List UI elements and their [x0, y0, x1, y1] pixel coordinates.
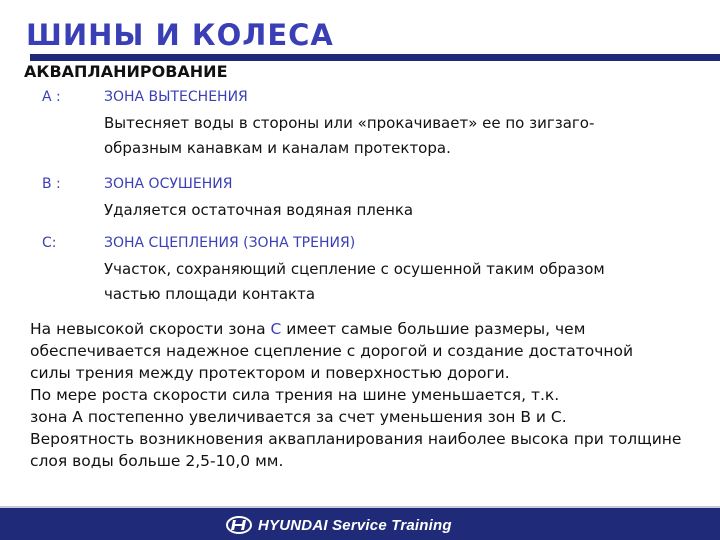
para-line3: силы трения между протектором и поверхностью дороги. — [30, 364, 510, 382]
para-line1-end: имеет самые большие размеры, чем — [281, 320, 586, 338]
para-line4: По мере роста скорости сила трения на шине уменьшается, т.к. — [30, 386, 560, 404]
zone-b-line1: Удаляется остаточная водяная пленка — [104, 201, 414, 219]
section-subtitle: АКВАПЛАНИРОВАНИЕ — [24, 62, 228, 81]
footer-bar — [0, 508, 720, 540]
para-line2: обеспечивается надежное сцепление с дорогой и создание достаточной — [30, 342, 634, 360]
zone-a-code: A : — [42, 89, 61, 105]
zone-c-line2: частью площади контакта — [104, 285, 316, 303]
zone-c-code: C: — [42, 235, 57, 251]
zone-c-description — [104, 257, 714, 307]
zone-c-name: ЗОНА СЦЕПЛЕНИЯ (ЗОНА ТРЕНИЯ) — [104, 235, 356, 251]
para-line7: слоя воды больше 2,5-10,0 мм. — [30, 452, 284, 470]
title-divider — [30, 54, 720, 61]
para-line5: зона A постепенно увеличивается за счет уменьшения зон B и C. — [30, 408, 567, 426]
zone-a-description — [104, 111, 714, 161]
para-zone-c-highlight: C — [270, 320, 282, 338]
zone-a-line1: Вытесняет воды в стороны или «прокачивает» ее по зигзаго- — [104, 114, 595, 132]
explanation-paragraph — [30, 318, 720, 472]
brand-text: HYUNDAI Service Training — [258, 516, 452, 534]
para-line1-start: На невысокой скорости зона — [30, 320, 271, 338]
zone-c-line1: Участок, сохраняющий сцепление с осушенной таким образом — [104, 260, 605, 278]
zone-b-name: ЗОНА ОСУШЕНИЯ — [104, 176, 233, 192]
brand-logo — [226, 516, 452, 534]
page-title: ШИНЫ И КОЛЕСА — [26, 18, 334, 52]
zone-a-name: ЗОНА ВЫТЕСНЕНИЯ — [104, 89, 248, 105]
zone-b-description — [104, 198, 714, 223]
zone-a-line2: образным канавкам и каналам протектора. — [104, 139, 451, 157]
hyundai-logo-icon — [226, 516, 252, 534]
para-line6: Вероятность возникновения аквапланирования наиболее высока при толщине — [30, 430, 682, 448]
zone-b-code: B : — [42, 176, 61, 192]
